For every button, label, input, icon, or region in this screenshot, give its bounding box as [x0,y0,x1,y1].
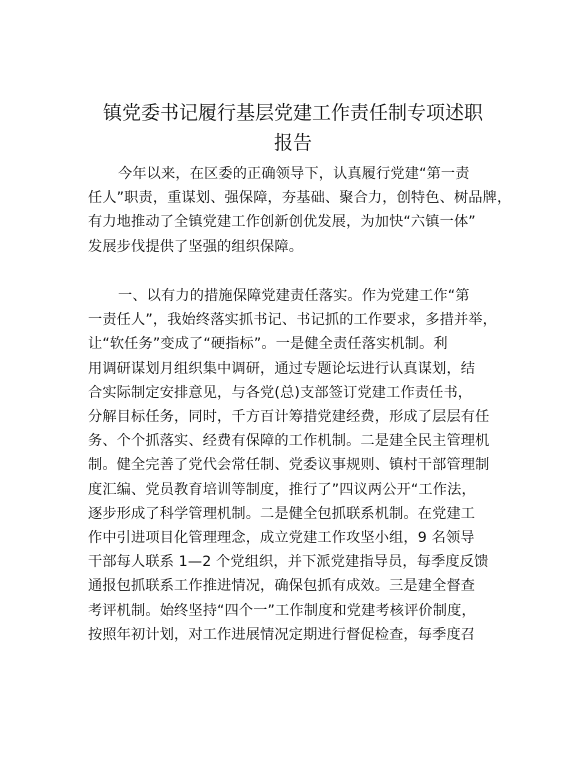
text-line: 按照年初计划，对工作进展情况定期进行督促检查，每季度召 [88,626,476,643]
text-line: 让“软任务”变成了“硬指标”。一是健全责任落实机制。利 [88,336,448,353]
text-line: 发展步伐提供了坚强的组织保障。 [88,238,304,255]
text-line: 度汇编、党员教育培训等制度，推行了”四议两公开“工作法， [88,481,476,498]
text-line: 一责任人”，我始终落实抓书记、书记抓的工作要求，多措并举， [88,312,497,329]
text-line: 一、以有力的措施保障党建责任落实。作为党建工作“第 [118,288,470,304]
paragraph-section-1 [88,284,500,647]
text-line: 制。健全完善了党代会常任制、党委议事规则、镇村干部管理制 [88,457,490,474]
text-line: 通报包抓联系工作推进情况，确保包抓有成效。三是建全督查 [88,578,476,595]
text-line: 干部每人联系 1—2 个党组织，并下派党建指导员，每季度反馈 [88,554,489,571]
text-line: 有力地推动了全镇党建工作创新创优发展，为加快“六镇一体” [88,214,476,231]
text-line: 任人”职责，重谋划、强保障，夯基础、聚合力，创特色、树品牌， [88,190,512,207]
text-line: 用调研谋划月组织集中调研，通过专题论坛进行认真谋划，结 [88,360,476,377]
paragraph-intro [88,162,512,259]
text-line: 逐步形成了科学管理机制。二是健全包抓联系机制。在党建工 [88,505,476,522]
title-line: 镇党委书记履行基层党建工作责任制专项述职 [102,102,483,124]
text-line: 分解目标任务，同时，千方百计筹措党建经费，形成了层层有任 [88,409,490,426]
title-line: 报告 [273,132,312,154]
text-line: 今年以来，在区委的正确领导下，认真履行党建“第一责 [118,166,470,182]
text-line: 务、个个抓落实、经费有保障的工作机制。二是建全民主管理机 [88,433,490,450]
text-line: 作中引进项目化管理理念，成立党建工作攻坚小组，9 名领导 [88,530,475,547]
text-line: 考评机制。始终坚持“四个一”工作制度和党建考核评价制度， [88,602,476,619]
document-title [60,98,526,158]
text-line: 合实际制定安排意见，与各党(总)支部签订党建工作责任书， [88,384,473,401]
